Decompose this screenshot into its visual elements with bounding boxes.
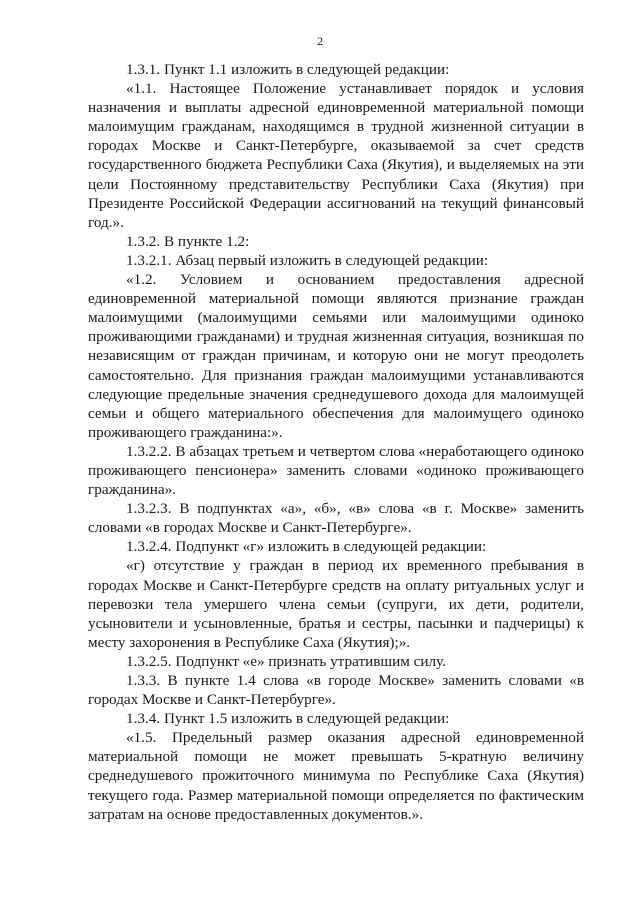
paragraph-1-3-2-4: 1.3.2.4. Подпункт «г» изложить в следующей редакции: <box>126 538 487 556</box>
paragraph-1-3-2-2: 1.3.2.2. В абзацах третьем и четвертом слова «неработающего одиноко проживающего пенсионера» заменить словами «одиноко проживающего гражданина». <box>88 442 584 499</box>
paragraph-1-3-2-3: 1.3.2.3. В подпунктах «а», «б», «в» слова «в г. Москве» заменить словами «в городах Москве и Санкт-Петербурге». <box>88 500 584 537</box>
paragraph-1-3-1: 1.3.1. Пункт 1.1 изложить в следующей редакции: <box>126 61 450 78</box>
paragraph-1-3-2-5: 1.3.2.5. Подпункт «е» признать утратившим силу. <box>126 652 446 670</box>
page-number: 2 <box>317 34 323 48</box>
paragraph-1-3-3: 1.3.3. В пункте 1.4 слова «в городе Москве» заменить словами «в городах Москве и Санкт-Петербурге». <box>88 672 584 709</box>
paragraph-1-3-2: 1.3.2. В пункте 1.2: <box>126 232 250 250</box>
paragraph-quote-g: «г) отсутствие у граждан в период их временного пребывания в городах Москве и Санкт-Петербурге средств на оплату ритуальных услуг и перевозки тела умершего члена семьи (супруги, их дети, родители, усыновители и усыновленные, братья и сестры, пасынки и падчерицы) к месту захоронения в Республике Саха (Якутия);». <box>88 557 584 651</box>
paragraph-quote-1-2: «1.2. Условием и основанием предоставления адресной единовременной материальной помощи являются признание граждан малоимущими (малоимущими семьями или малоимущими одиноко проживающими гражданами) и трудная жизненная ситуация, возникшая по независящим от граждан причинам, и которую они не могут преодолеть самостоятельно. Для признания граждан малоимущими устанавливаются следующие предельные значения среднедушевого дохода для малоимущей семьи и общего материального обеспечения для малоимущего одиноко проживающего гражданина:». <box>88 271 584 441</box>
paragraph-quote-1-5: «1.5. Предельный размер оказания адресной единовременной материальной помощи не может превышать 5-кратную величину среднедушевого прожиточного минимума по Республике Саха (Якутия) текущего года. Размер материальной помощи определяется по фактическим затратам на основе предоставленных документов.». <box>88 729 584 823</box>
paragraph-quote-1-1: «1.1. Настоящее Положение устанавливает порядок и условия назначения и выплаты адресной единовременной материальной помощи малоимущим гражданам, находящимся в трудной жизненной ситуации в городах Москве и Санкт-Петербурге, оказываемой за счет средств государственного бюджета Республики Саха (Якутия), и выделяемых на эти цели Постоянному представительству Республики Саха (Якутия) при Президенте Российской Федерации ассигнований на текущий финансовый год.». <box>88 80 584 231</box>
paragraph-1-3-2-1: 1.3.2.1. Абзац первый изложить в следующей редакции: <box>126 251 489 269</box>
paragraph-1-3-4: 1.3.4. Пункт 1.5 изложить в следующей редакции: <box>126 710 450 728</box>
